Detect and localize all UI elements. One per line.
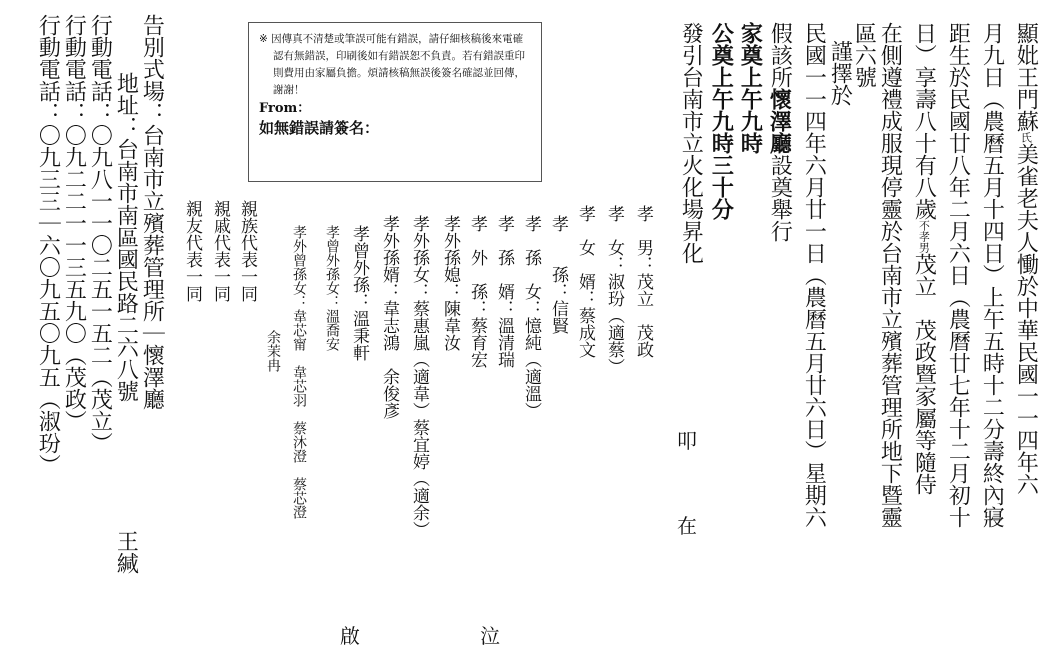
- phone-label: 行動電話：: [61, 14, 87, 124]
- family-row-13: 孝外曾孫女：韋芯甯 韋芯羽 蔡沐澄 蔡芯澄: [291, 225, 307, 519]
- ann-text: 日）享壽八十有八歲: [911, 22, 937, 220]
- announcement-line-2: 月九日（農曆五月十四日）上午五時十二分壽終內寢: [979, 22, 1005, 528]
- cer-site: 台南市立殯葬管理所: [139, 124, 165, 322]
- bottom-qi: 啟: [340, 624, 360, 648]
- notice-sign: 如無錯誤請簽名：: [259, 119, 380, 137]
- announcement-line-4: [910, 22, 936, 495]
- cer-king: 王: [113, 530, 139, 552]
- family-row-4: 孝 孫：信賢: [548, 215, 568, 334]
- phone-label: 行動電話：: [35, 14, 61, 124]
- cer-dash: ｜: [139, 322, 165, 344]
- family-row-8: 孝外孫媳：陳韋汝: [440, 215, 460, 351]
- ceremony-addr-line: [112, 72, 138, 402]
- cer-jian: 緘: [113, 552, 139, 574]
- family-row-10: 孝外孫婿：韋志鴻 余俊彥: [379, 215, 399, 419]
- phone-number: 〇九八一一〇二五一五二: [87, 124, 113, 366]
- family-row-3: 孝 女 婿：蔡成文: [575, 205, 595, 358]
- phone-line-1: [86, 14, 112, 454]
- notice-box: [248, 22, 542, 182]
- bottom-qi2: 泣: [480, 624, 500, 648]
- phone-line-3: [34, 14, 60, 476]
- family-row-14: 余茉冉: [265, 330, 281, 372]
- announcement-line-9: [766, 22, 792, 242]
- cer-hall: 懷澤廳: [139, 344, 165, 410]
- family-row-12: 孝曾外孫女：溫喬安: [324, 225, 340, 351]
- ann-text: 茂立 茂政暨家屬等隨侍: [911, 253, 937, 495]
- ann-text: 顯妣王門蘇: [1013, 22, 1039, 132]
- ann-hall: 懷澤廳: [766, 88, 793, 154]
- family-row-5: 孝 孫 女：憶純（適溫）: [521, 215, 541, 419]
- family-row-11: 孝曾外孫：溫秉軒: [349, 225, 369, 361]
- notice-from: From：: [259, 101, 311, 116]
- ann-text: 設奠舉行: [767, 154, 793, 242]
- family-row-1: 孝 男：茂立 茂政: [633, 205, 653, 358]
- relatives-1: 親族代表一同: [237, 200, 257, 302]
- family-row-6: 孝 孫 婿：溫清瑞: [494, 215, 514, 368]
- ann-small: 不孝男: [917, 220, 931, 253]
- announcement-line-12: 發引台南市立火化場昇化: [678, 22, 704, 264]
- ann-text: 假該所: [767, 22, 793, 88]
- phone-label: 行動電話：: [87, 14, 113, 124]
- cer-label: 告別式場：: [139, 14, 165, 124]
- cer-label: 地址：: [113, 72, 139, 138]
- ceremony-king: [112, 530, 138, 574]
- family-row-7: 孝 外 孫：蔡育宏: [467, 215, 487, 368]
- announcement-line-7: 謹擇於: [827, 40, 853, 106]
- relatives-3: 親友代表一同: [182, 200, 202, 302]
- announcement-line-11: 公奠上午九時三十分: [708, 22, 735, 220]
- announcement-line-5: 在側遵禮成服現停靈於台南市立殯葬管理所地下暨靈: [877, 22, 903, 528]
- closing-kou: 叩: [677, 429, 697, 453]
- announcement-line-6: 區六號: [851, 22, 877, 88]
- announcement-line-10: 家奠上午九時: [737, 22, 764, 154]
- cer-addr: 台南市南區國民路二六八號: [113, 138, 139, 402]
- phone-who: （淑玢）: [35, 388, 61, 476]
- ceremony-site-line: [138, 14, 164, 410]
- family-row-2: 孝 女：淑玢（適蔡）: [604, 205, 624, 375]
- phone-number: 〇九三三｜六〇九五〇九五: [35, 124, 61, 388]
- ann-text: 美雀老夫人慟於中華民國一一四年六: [1013, 143, 1039, 495]
- phone-line-2: [60, 14, 86, 432]
- announcement-line-8: 民國一一四年六月廿一日（農曆五月廿六日）星期六: [801, 22, 827, 528]
- phone-number: 〇九二二一一三五九〇: [61, 124, 87, 344]
- phone-who: （茂政）: [61, 344, 87, 432]
- relatives-2: 親戚代表一同: [210, 200, 230, 302]
- closing-zai: 在: [677, 514, 697, 538]
- announcement-line-3: 距生於民國廿八年二月六日（農曆廿七年十二月初十: [945, 22, 971, 528]
- notice-text: ※ 因傳真不清楚或筆誤可能有錯誤，請仔細核稿後來電確認有無錯誤，印刷後如有錯誤恕不負責。若有錯誤重印則費用由家屬負擔。煩請核稿無誤後簽名確認並回傳，謝謝！: [259, 33, 525, 96]
- family-row-9: 孝外孫女：蔡惠嵐（適韋）蔡宜婷（適余）: [409, 215, 429, 538]
- phone-who: （茂立）: [87, 366, 113, 454]
- ann-small: 氏: [1019, 132, 1033, 143]
- announcement-line-1: [1012, 22, 1038, 495]
